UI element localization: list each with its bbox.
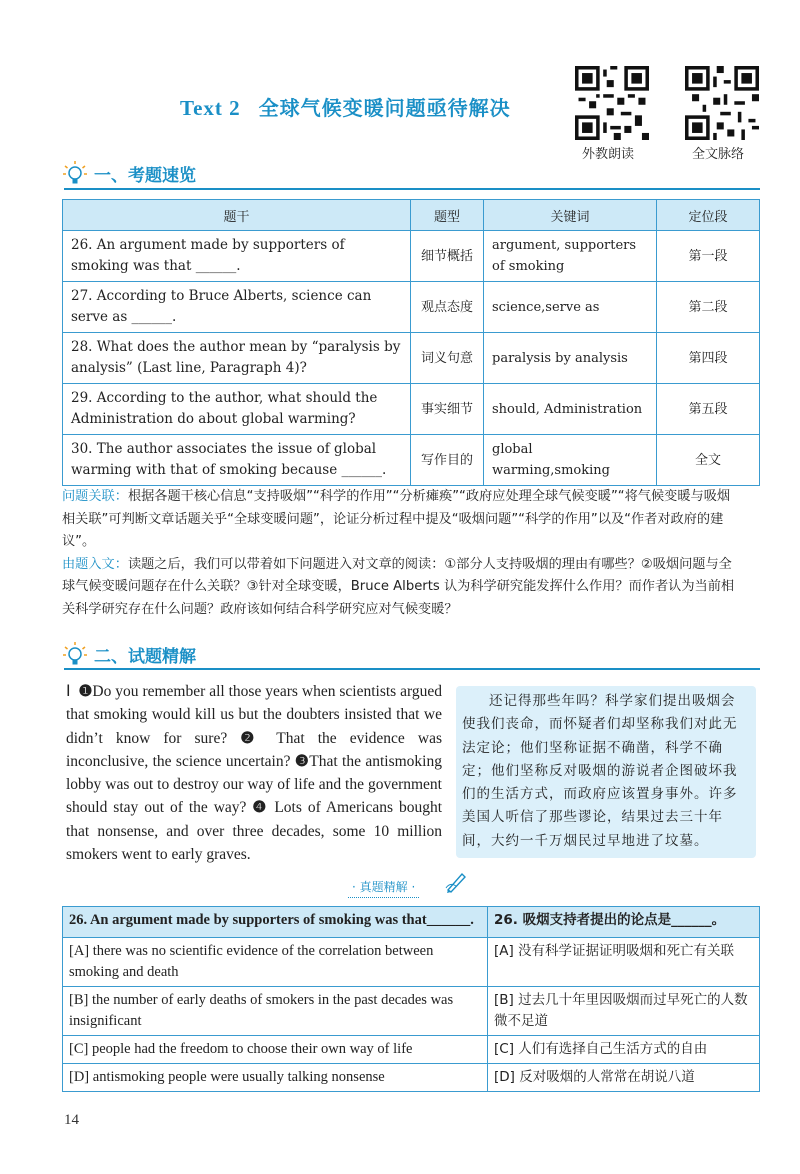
- question-paragraph: 全文: [657, 435, 760, 486]
- lightbulb-icon: [62, 160, 88, 186]
- section-title: 二、试题精解: [94, 646, 196, 667]
- table-row: [63, 1064, 760, 1092]
- question-type: 细节概括: [411, 231, 484, 282]
- table-row: [63, 384, 760, 435]
- question-stem: 28. What does the author mean by “paralysis by analysis” (Last line, Paragraph 4)?: [63, 333, 411, 384]
- divider: [64, 188, 760, 190]
- entry-label: 由题入文：: [62, 556, 128, 572]
- question-stem: 30. The author associates the issue of global warming with that of smoking because ______.: [63, 435, 411, 486]
- question-stem: 29. According to the author, what should the Administration do about global warming?: [63, 384, 411, 435]
- table-row: [63, 231, 760, 282]
- question-keywords: argument, supporters of smoking: [484, 231, 657, 282]
- qr-code-icon[interactable]: [685, 66, 759, 140]
- translation-text: 还记得那些年吗？科学家们提出吸烟会使我们丧命，而怀疑者们却坚称我们对此无法定论；他们坚称证据不确凿，科学不确定；他们坚称反对吸烟的游说者企图破坏我们的生活方式，而政府应该置身事外。许多美国人听信了那些谬论，结果过去三十年间，大约一千万烟民过早地进了坟墓。: [462, 693, 738, 849]
- table-row: [63, 938, 760, 987]
- lightbulb-icon: [62, 641, 88, 667]
- question-paragraph: 第四段: [657, 333, 760, 384]
- table-row: [63, 907, 760, 938]
- analysis-block: [62, 486, 742, 621]
- column-header: 定位段: [657, 200, 760, 231]
- question-type: 词义句意: [411, 333, 484, 384]
- table-row: [63, 282, 760, 333]
- passage-paragraph: [66, 680, 442, 866]
- qr-code-icon[interactable]: [575, 66, 649, 140]
- section-header: [62, 641, 196, 667]
- analysis-label: 问题关联：: [62, 489, 128, 504]
- section-title: 一、考题速览: [94, 165, 196, 186]
- sentence-text: That the antismoking lobby was out to destroy our way of life and the government should stay out of the way?: [66, 752, 442, 817]
- sentence-number: ❶: [78, 683, 93, 700]
- paragraph-mark: Ⅰ: [66, 683, 71, 700]
- column-header: 题型: [411, 200, 484, 231]
- option-zh: [A] 没有科学证据证明吸烟和死亡有关联: [488, 938, 760, 987]
- analysis-text: 根据各题干核心信息“支持吸烟”“科学的作用”“分析瘫痪”“政府应处理全球气候变暖”“将气候变暖与吸烟相关联”可判断文章话题关乎“全球变暖问题”，论证分析过程中提及“吸烟问题”“科学的作用”以及“作者对政府的建议”。: [62, 489, 731, 549]
- sentence-text: Do you remember all those years when scientists argued that smoking would kill us but the doubters insisted that we didn’t know for sure?: [66, 683, 443, 747]
- question-stem: 26. An argument made by supporters of smoking was that ______.: [63, 231, 411, 282]
- entry-text: 读题之后，我们可以带着如下问题进入对文章的阅读：①部分人支持吸烟的理由有哪些？②吸烟问题与全球气候变暖问题存在什么关联？③针对全球变暖，Bruce Alberts 认为科学研究能发挥什么作用？而作者认为当前相关科学研究存在什么问题？政府该如何结合科学研究应对气候变暖？: [62, 556, 735, 617]
- entry-paragraph: [62, 554, 742, 622]
- option-zh: [B] 过去几十年里因吸烟而过早死亡的人数微不足道: [488, 987, 760, 1036]
- question-type: 写作目的: [411, 435, 484, 486]
- pen-icon: [444, 868, 470, 894]
- sentence-text: Lots of Americans bought that nonsense, and over three decades, some 10 million smokers went to early graves.: [66, 799, 442, 864]
- option-en: [C] people had the freedom to choose their own way of life: [63, 1036, 488, 1064]
- question-stem-en: 26. An argument made by supporters of smoking was that______.: [63, 907, 488, 938]
- qr-label-outline: 全文脉络: [692, 147, 745, 162]
- column-header: 关键词: [484, 200, 657, 231]
- section-header: [62, 160, 196, 186]
- question-stem: 27. According to Bruce Alberts, science can serve as ______.: [63, 282, 411, 333]
- sentence-number: ❷: [240, 729, 264, 747]
- answer-table: [62, 906, 760, 1092]
- question-paragraph: 第二段: [657, 282, 760, 333]
- title-text: 全球气候变暖问题亟待解决: [258, 98, 511, 120]
- text-label: Text 2: [180, 96, 241, 120]
- question-keywords: paralysis by analysis: [484, 333, 657, 384]
- option-zh: [D] 反对吸烟的人常常在胡说八道: [488, 1064, 760, 1092]
- question-keywords: science,serve as: [484, 282, 657, 333]
- table-row: [63, 987, 760, 1036]
- question-type: 事实细节: [411, 384, 484, 435]
- sentence-number: ❸: [294, 752, 310, 770]
- question-paragraph: 第一段: [657, 231, 760, 282]
- subsection-title: · 真题精解 ·: [348, 878, 419, 898]
- question-paragraph: 第五段: [657, 384, 760, 435]
- table-row: [63, 1036, 760, 1064]
- question-table: [62, 199, 760, 486]
- option-zh: [C] 人们有选择自己生活方式的自由: [488, 1036, 760, 1064]
- table-row: [63, 435, 760, 486]
- question-link-paragraph: [62, 486, 742, 554]
- question-stem-zh: 26. 吸烟支持者提出的论点是______。: [488, 907, 760, 938]
- option-en: [A] there was no scientific evidence of the correlation between smoking and death: [63, 938, 488, 987]
- question-keywords: global warming,smoking: [484, 435, 657, 486]
- page-number: 14: [64, 1112, 79, 1128]
- option-en: [D] antismoking people were usually talking nonsense: [63, 1064, 488, 1092]
- question-keywords: should, Administration: [484, 384, 657, 435]
- sentence-number: ❹: [252, 799, 269, 817]
- qr-label-reading: 外教朗读: [582, 147, 635, 162]
- option-en: [B] the number of early deaths of smokers in the past decades was insignificant: [63, 987, 488, 1036]
- sentence-text: That the evidence was inconclusive, the science uncertain?: [66, 729, 442, 770]
- page-title: [180, 92, 511, 121]
- divider: [64, 668, 760, 670]
- question-type: 观点态度: [411, 282, 484, 333]
- table-row: [63, 333, 760, 384]
- column-header: 题干: [63, 200, 411, 231]
